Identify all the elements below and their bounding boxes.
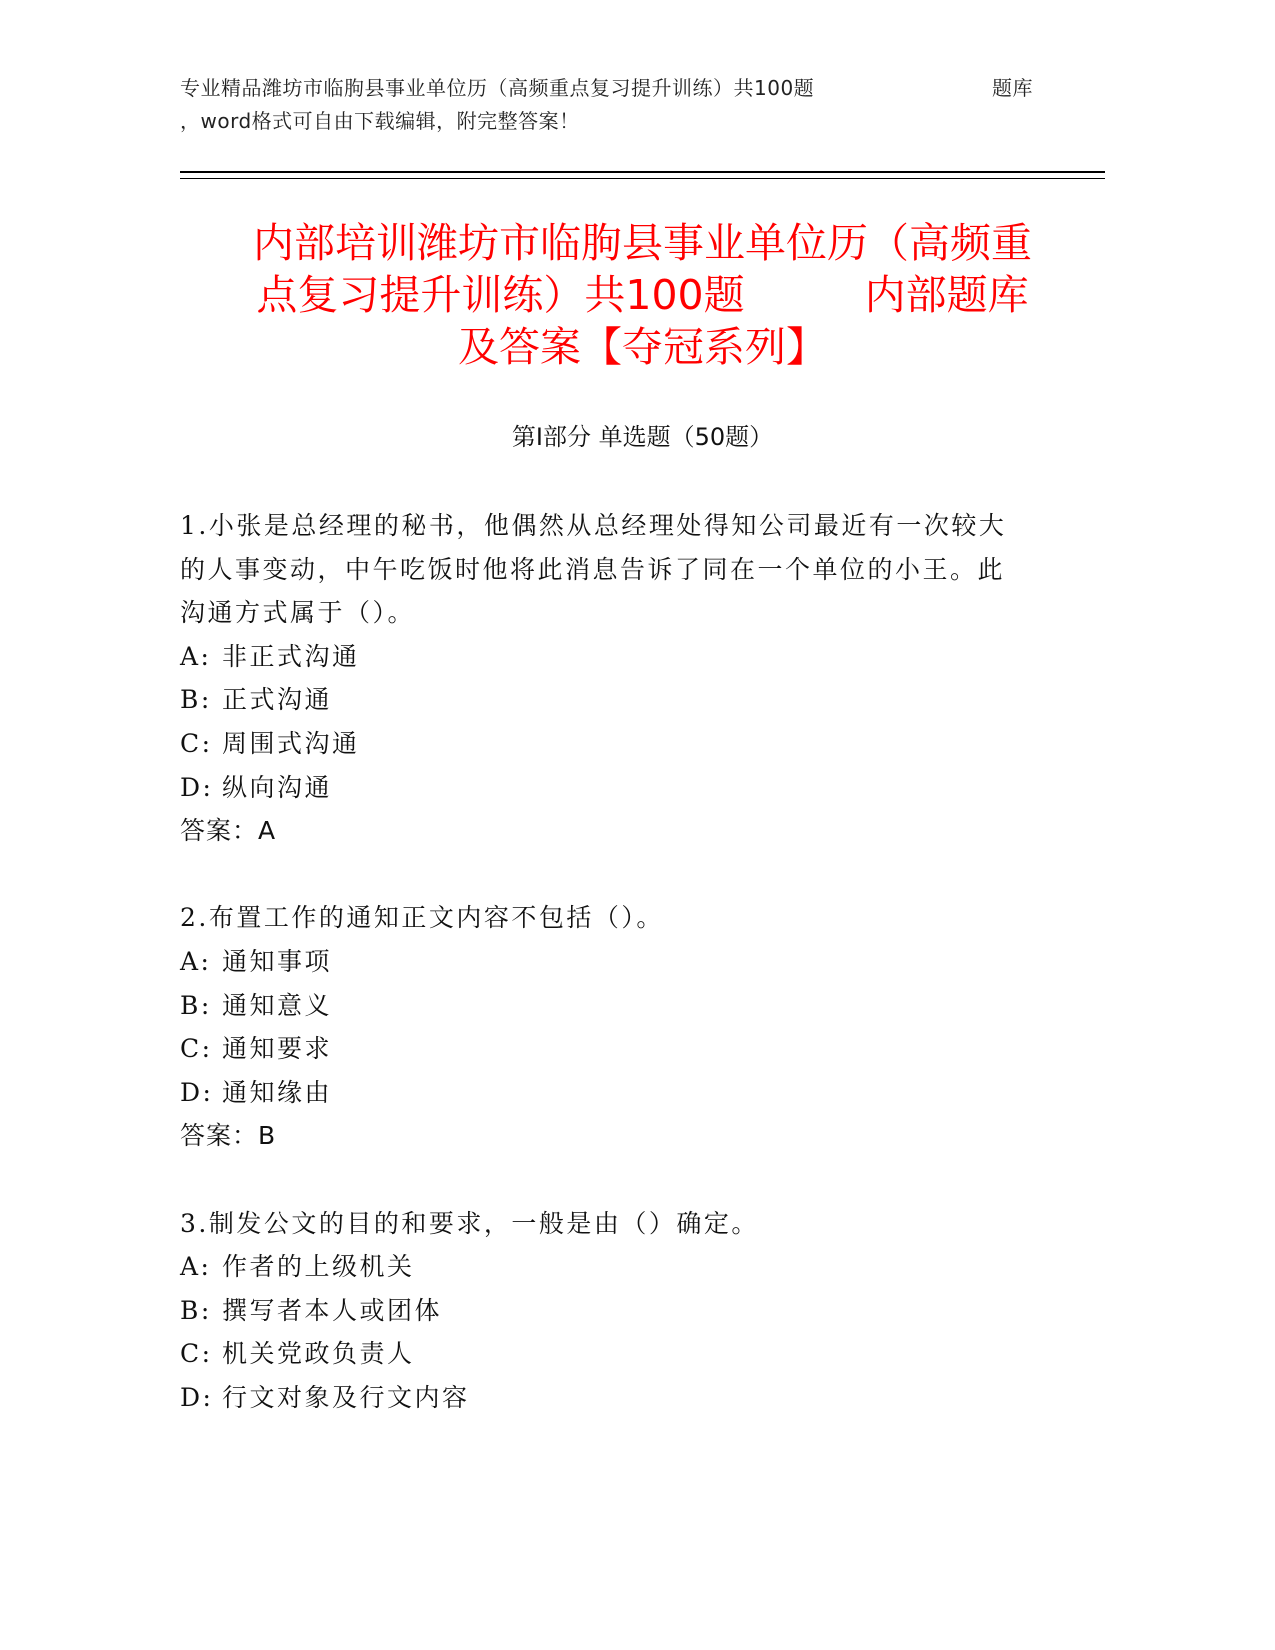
- option-text: 纵向沟通: [222, 772, 333, 802]
- option-text: 通知缘由: [222, 1077, 333, 1107]
- option-letter: D:: [180, 772, 214, 802]
- header-divider-thin: [180, 178, 1105, 179]
- option-text: 机关党政负责人: [222, 1339, 415, 1369]
- option-text: 作者的上级机关: [222, 1252, 415, 1282]
- option-d: [180, 1376, 1020, 1420]
- option-letter: A:: [180, 1252, 212, 1282]
- title-line-2-left: 点复习提升训练）共100题: [256, 271, 745, 319]
- option-text: 行文对象及行文内容: [222, 1382, 470, 1412]
- option-d: [180, 1071, 1020, 1115]
- option-letter: A:: [180, 641, 212, 671]
- option-text: 撰写者本人或团体: [222, 1295, 443, 1325]
- option-letter: C:: [180, 1034, 213, 1064]
- option-a: [180, 635, 1020, 679]
- option-c: [180, 722, 1020, 766]
- question-stem: 2.布置工作的通知正文内容不包括（）。: [180, 903, 664, 933]
- header-text: 专业精品潍坊市临朐县事业单位历（高频重点复习提升训练）共100题: [180, 76, 815, 100]
- option-text: 通知要求: [222, 1034, 333, 1064]
- answer-line: 答案：A: [180, 816, 277, 846]
- option-text: 通知事项: [222, 946, 333, 976]
- header-label-tiku: 题库: [992, 76, 1033, 100]
- option-a: [180, 1245, 1020, 1289]
- option-letter: C:: [180, 1339, 213, 1369]
- title-line-3: 及答案【夺冠系列】: [458, 323, 827, 371]
- option-letter: D:: [180, 1077, 214, 1107]
- option-c: [180, 1332, 1020, 1376]
- header-line-2: ，word格式可自由下载编辑，附完整答案！: [180, 109, 580, 133]
- document-title: [180, 217, 1105, 373]
- option-c: [180, 1027, 1020, 1071]
- option-letter: B:: [180, 990, 212, 1020]
- option-letter: B:: [180, 685, 212, 715]
- option-text: 非正式沟通: [222, 641, 360, 671]
- option-b: [180, 984, 1020, 1028]
- title-line-2-right: 内部题库: [864, 271, 1029, 319]
- question-stem: 3.制发公文的目的和要求，一般是由（）确定。: [180, 1208, 759, 1238]
- header-line-1: [180, 72, 1105, 105]
- section-title: 第I部分 单选题（50题）: [511, 423, 774, 451]
- option-b: [180, 678, 1020, 722]
- page-header: [180, 72, 1105, 138]
- option-text: 周围式沟通: [222, 728, 360, 758]
- title-line-1: 内部培训潍坊市临朐县事业单位历（高频重: [253, 219, 1032, 267]
- option-d: [180, 766, 1020, 810]
- option-letter: D:: [180, 1382, 214, 1412]
- option-b: [180, 1289, 1020, 1333]
- option-a: [180, 940, 1020, 984]
- question-stem: 1.小张是总经理的秘书，他偶然从总经理处得知公司最近有一次较大的人事变动，中午吃饭时他将此消息告诉了同在一个单位的小王。此沟通方式属于（）。: [180, 511, 1007, 628]
- question-1: [180, 504, 1020, 853]
- header-divider-thick: [180, 171, 1105, 173]
- question-2: [180, 896, 1020, 1158]
- option-text: 通知意义: [222, 990, 333, 1020]
- option-letter: B:: [180, 1295, 212, 1325]
- option-letter: C:: [180, 728, 213, 758]
- title-line-2: [180, 269, 1105, 321]
- question-3: [180, 1202, 1020, 1420]
- option-letter: A:: [180, 946, 212, 976]
- answer-line: 答案：B: [180, 1121, 277, 1151]
- option-text: 正式沟通: [222, 685, 333, 715]
- question-list: [180, 504, 1020, 1463]
